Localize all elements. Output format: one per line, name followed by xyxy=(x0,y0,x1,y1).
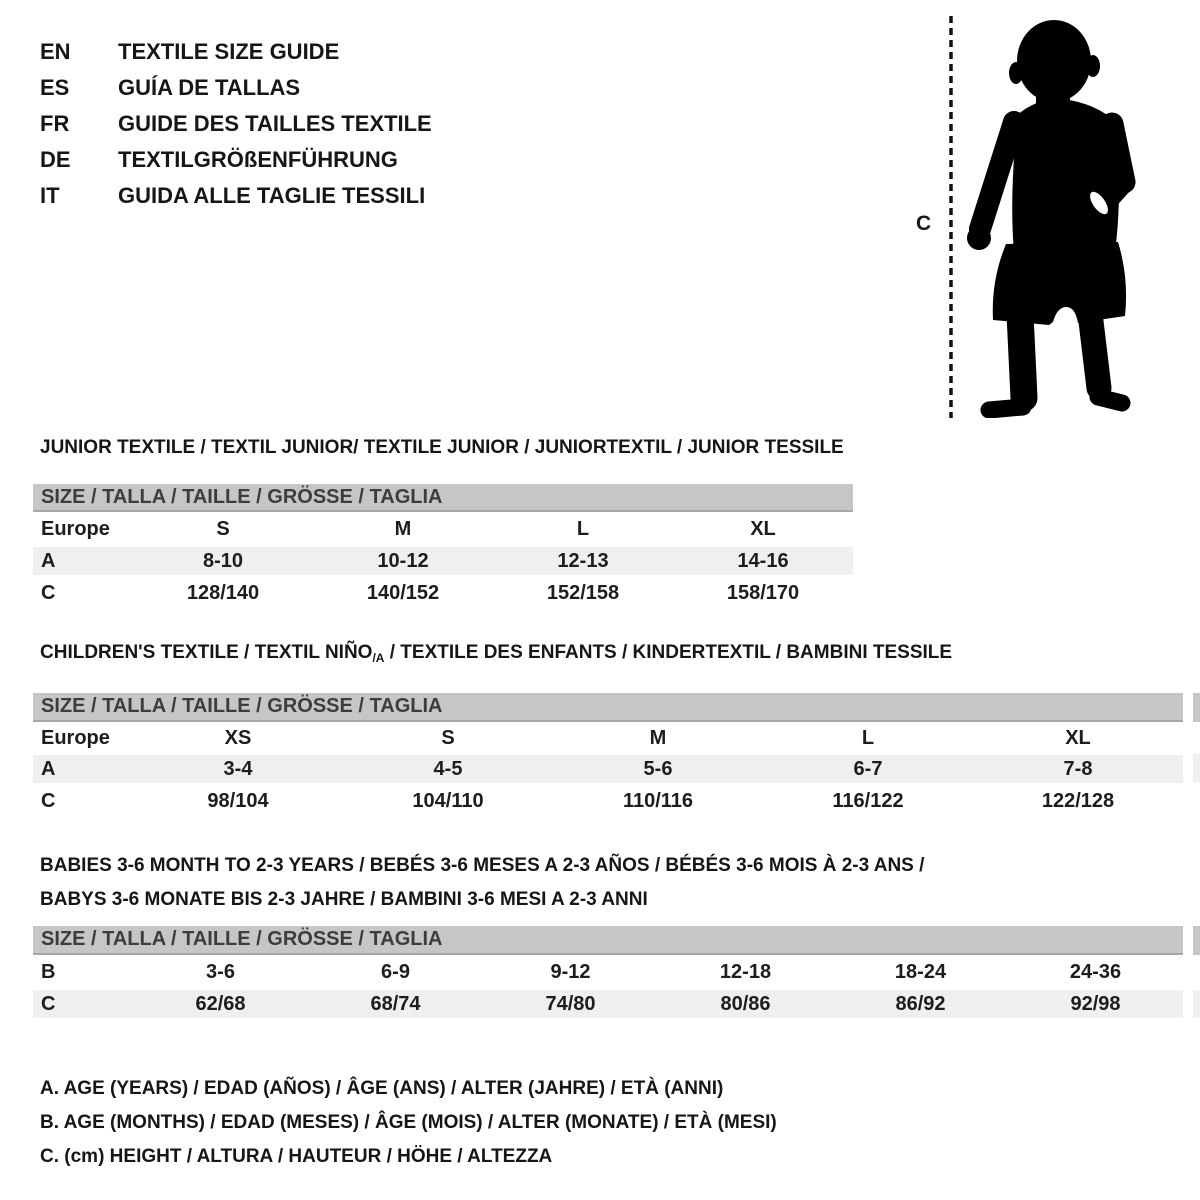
lang-title: TEXTILE SIZE GUIDE xyxy=(118,39,340,64)
toddler-silhouette-icon xyxy=(966,18,1138,418)
children-heading-sub: /A xyxy=(372,651,385,665)
row-label: Europe xyxy=(41,518,110,540)
footnote-a: A. AGE (YEARS) / EDAD (AÑOS) / ÂGE (ANS) / ALTER (JAHRE) / ETÀ (ANNI) xyxy=(40,1078,724,1099)
table-edge-sliver xyxy=(1193,990,1200,1018)
row-label: A xyxy=(41,757,56,780)
footnote-c: C. (cm) HEIGHT / ALTURA / HAUTEUR / HÖHE / ALTEZZA xyxy=(40,1146,553,1167)
size-cell: XS xyxy=(224,727,252,749)
lang-row-es xyxy=(40,70,432,106)
size-cell: XL xyxy=(1065,727,1091,749)
table-row-age xyxy=(33,755,1183,783)
age-cell: 12-13 xyxy=(557,549,609,572)
size-cell: L xyxy=(861,727,875,749)
lang-code: FR xyxy=(40,111,70,136)
babies-heading-line2: BABYS 3-6 MONATE BIS 2-3 JAHRE / BAMBINI 3-6 MESI A 2-3 ANNI xyxy=(40,889,648,910)
lang-row-fr xyxy=(40,106,432,142)
height-cell: 128/140 xyxy=(186,582,260,604)
table-row-age xyxy=(33,547,853,575)
footnote-list xyxy=(40,1072,777,1174)
height-cell: 140/152 xyxy=(366,582,440,604)
dimension-label-c: C xyxy=(916,212,932,235)
lang-title: TEXTILGRÖßENFÜHRUNG xyxy=(118,147,398,172)
height-cell: 122/128 xyxy=(1041,790,1115,812)
lang-code: ES xyxy=(40,75,70,100)
age-cell: 10-12 xyxy=(377,549,429,572)
children-heading-post: / TEXTILE DES ENFANTS / KINDERTEXTIL / BAMBINI TESSILE xyxy=(384,642,953,663)
height-cell: 74/80 xyxy=(545,992,596,1015)
babies-size-table xyxy=(33,926,1183,1018)
age-cell: 12-18 xyxy=(719,961,772,983)
age-cell: 4-5 xyxy=(433,757,463,780)
size-header-bar: SIZE / TALLA / TAILLE / GRÖSSE / TAGLIA xyxy=(33,926,1183,955)
height-cell: 80/86 xyxy=(720,992,771,1015)
size-header-bar: SIZE / TALLA / TAILLE / GRÖSSE / TAGLIA xyxy=(33,693,1183,722)
age-cell: 6-9 xyxy=(381,961,410,983)
age-cell: 18-24 xyxy=(894,961,947,983)
age-cell: 5-6 xyxy=(643,757,673,780)
age-cell: 9-12 xyxy=(550,961,591,983)
size-header-bar: SIZE / TALLA / TAILLE / GRÖSSE / TAGLIA xyxy=(33,484,853,512)
age-cell: 6-7 xyxy=(853,757,883,780)
age-cell: 3-6 xyxy=(206,961,235,983)
table-row-age-months xyxy=(33,955,1183,990)
row-label: C xyxy=(41,992,56,1015)
lang-title: GUIDE DES TAILLES TEXTILE xyxy=(118,111,432,136)
height-cell: 116/122 xyxy=(832,790,904,812)
height-cell: 104/110 xyxy=(412,790,484,812)
language-title-list xyxy=(40,34,432,214)
age-cell: 24-36 xyxy=(1069,961,1122,983)
age-cell: 8-10 xyxy=(202,549,244,572)
height-cell: 68/74 xyxy=(370,992,421,1015)
row-label: B xyxy=(41,961,56,983)
table-edge-sliver xyxy=(1193,754,1200,782)
table-row-height xyxy=(33,575,853,612)
height-cell: 158/170 xyxy=(726,582,800,604)
height-cell: 92/98 xyxy=(1070,992,1121,1015)
lang-code: DE xyxy=(40,147,71,172)
age-cell: 14-16 xyxy=(737,549,789,572)
lang-title: GUIDA ALLE TAGLIE TESSILI xyxy=(118,183,426,208)
lang-code: EN xyxy=(40,39,71,64)
height-cell: 62/68 xyxy=(195,992,246,1015)
size-cell: M xyxy=(394,518,412,540)
size-cell: S xyxy=(441,727,455,749)
row-label: C xyxy=(41,582,56,604)
junior-section-heading: JUNIOR TEXTILE / TEXTIL JUNIOR/ TEXTILE JUNIOR / JUNIORTEXTIL / JUNIOR TESSILE xyxy=(40,437,844,458)
size-cell: XL xyxy=(750,518,776,540)
age-cell: 3-4 xyxy=(223,757,253,780)
babies-heading-line1: BABIES 3-6 MONTH TO 2-3 YEARS / BEBÉS 3-6 MESES A 2-3 AÑOS / BÉBÉS 3-6 MOIS À 2-3 ANS / xyxy=(40,855,925,876)
table-edge-sliver xyxy=(1193,926,1200,955)
row-label: A xyxy=(41,549,56,572)
height-cell: 86/92 xyxy=(895,992,946,1015)
size-cell: L xyxy=(576,518,590,540)
lang-row-de xyxy=(40,142,432,178)
table-row-height xyxy=(33,783,1183,820)
babies-section-heading xyxy=(40,849,924,917)
lang-row-it xyxy=(40,178,432,214)
height-cell: 98/104 xyxy=(207,790,269,812)
age-cell: 7-8 xyxy=(1063,757,1093,780)
lang-code: IT xyxy=(40,183,60,208)
children-heading-pre: CHILDREN'S TEXTILE / TEXTIL NIÑO xyxy=(40,642,373,663)
table-row-sizes xyxy=(33,512,853,547)
row-label: C xyxy=(41,790,56,812)
footnote-b: B. AGE (MONTHS) / EDAD (MESES) / ÂGE (MOIS) / ALTER (MONATE) / ETÀ (MESI) xyxy=(40,1112,777,1133)
lang-row-en xyxy=(40,34,432,70)
lang-title: GUÍA DE TALLAS xyxy=(118,75,301,100)
height-dimension-line xyxy=(948,16,954,418)
table-edge-sliver xyxy=(1193,693,1200,722)
table-row-height xyxy=(33,990,1183,1018)
height-cell: 110/116 xyxy=(622,790,694,812)
size-cell: M xyxy=(649,727,667,749)
size-cell: S xyxy=(216,518,230,540)
junior-size-table xyxy=(33,484,853,612)
children-section-heading xyxy=(40,641,952,666)
children-size-table xyxy=(33,693,1183,820)
table-row-sizes xyxy=(33,722,1183,755)
height-cell: 152/158 xyxy=(546,582,620,604)
row-label: Europe xyxy=(41,727,110,749)
